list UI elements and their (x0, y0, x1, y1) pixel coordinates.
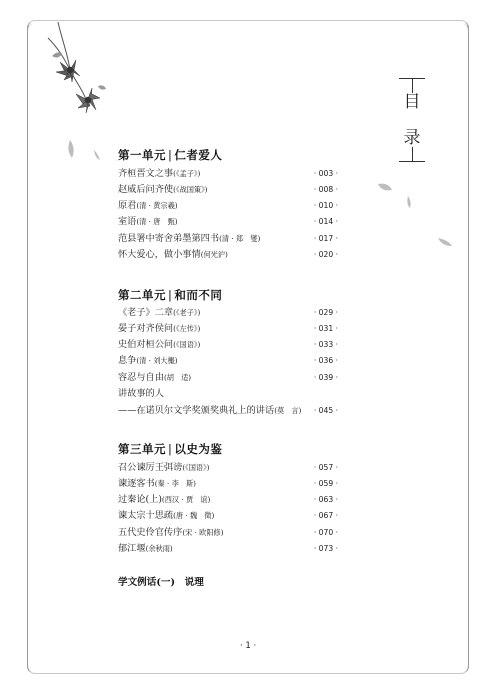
entry-page: · 045 · (313, 406, 338, 415)
entry-page: · 033 · (313, 340, 338, 349)
entry-title: 《老子》二章 (118, 307, 174, 318)
title-rule-bottom (399, 161, 425, 162)
entry-title: 室语 (118, 216, 137, 227)
entry-title: 赵威后问齐使 (118, 184, 174, 195)
entry-source: (清 · 黄宗羲) (136, 201, 178, 210)
entry-source: (宋 · 欧阳修) (182, 528, 224, 537)
entry-title: 召公谏厉王弭谤 (118, 462, 183, 473)
entry-source: (西汉 · 贾 谊) (161, 495, 211, 504)
toc-entry[interactable] (118, 183, 338, 197)
entry-page: · 017 · (313, 234, 338, 243)
entry-page: · 073 · (313, 544, 338, 553)
toc-entry[interactable] (118, 199, 338, 213)
entry-title: 郁江堰 (118, 543, 146, 554)
section-heading[interactable]: 学文例话(一) 说理 (118, 577, 204, 588)
entry-page: · 031 · (313, 324, 338, 333)
unit-heading: 第二单元 | 和而不同 (118, 288, 223, 302)
entry-page: · 067 · (313, 511, 338, 520)
toc-entry[interactable] (118, 526, 338, 540)
entry-source: (《国语》) (182, 463, 210, 472)
entry-page: · 039 · (313, 373, 338, 382)
entry-title: 怀大爱心，做小事情 (118, 249, 201, 260)
entry-page: · 020 · (313, 250, 338, 259)
toc-entry[interactable] (118, 404, 338, 418)
entry-page: · 008 · (313, 185, 338, 194)
entry-source: (清 · 刘大櫆) (136, 356, 178, 365)
unit-theme: 仁者爱人 (174, 148, 223, 162)
title-rule-right (412, 147, 413, 161)
entry-page: · 036 · (313, 356, 338, 365)
toc-entry[interactable] (118, 542, 338, 556)
entry-source: (《战国策》) (173, 185, 208, 194)
entry-source: (莫 言) (274, 406, 302, 415)
toc-title (398, 78, 426, 162)
toc-entry[interactable] (118, 322, 338, 336)
toc-entry[interactable] (118, 167, 338, 181)
entry-page: · 063 · (313, 495, 338, 504)
toc-entry[interactable] (118, 306, 338, 320)
entry-source: (《国语》) (173, 340, 201, 349)
unit-theme: 和而不同 (174, 288, 223, 302)
entry-source: (清 · 唐 甄) (136, 217, 178, 226)
entry-title: 晏子对齐侯问 (118, 323, 174, 334)
entry-source: (《孟子》) (173, 169, 201, 178)
entry-source: (唐 · 魏 徵) (173, 511, 215, 520)
entry-title: 谏太宗十思疏 (118, 510, 174, 521)
toc-entry[interactable] (118, 387, 338, 401)
unit-label: 第一单元 (118, 148, 166, 162)
entry-title: 容忍与自由 (118, 372, 164, 383)
toc-entry[interactable] (118, 461, 338, 475)
unit-heading: 第一单元 | 仁者爱人 (118, 148, 223, 162)
entry-page: · 059 · (313, 479, 338, 488)
entry-title: 息争 (118, 355, 137, 366)
toc-entry[interactable] (118, 248, 338, 262)
entry-page: · 003 · (313, 169, 338, 178)
entry-source: (何光沪) (200, 250, 228, 259)
entry-page: · 010 · (313, 201, 338, 210)
entry-source: (《左传》) (173, 324, 201, 333)
entry-source: (清 · 郑 燮) (219, 234, 261, 243)
toc-entry[interactable] (118, 215, 338, 229)
entry-title: ——在诺贝尔文学奖颁奖典礼上的讲话 (118, 405, 275, 416)
entry-source: (余秋雨) (145, 544, 173, 553)
toc-title-char: 目 (403, 92, 421, 112)
entry-title: 谏逐客书 (118, 478, 155, 489)
entry-source: (《老子》) (173, 308, 201, 317)
unit-label: 第三单元 (118, 442, 166, 456)
unit-theme: 以史为鉴 (174, 442, 223, 456)
entry-page: · 014 · (313, 217, 338, 226)
entry-source: (胡 适) (163, 373, 192, 382)
unit-heading: 第三单元 | 以史为鉴 (118, 442, 223, 456)
entry-title: 五代史伶官传序 (118, 527, 183, 538)
entry-title: 过秦论(上) (118, 494, 162, 505)
entry-title: 范县署中寄舍弟墨第四书 (118, 233, 220, 244)
unit-label: 第二单元 (118, 288, 166, 302)
entry-title: 齐桓晋文之事 (118, 168, 174, 179)
toc-entry[interactable] (118, 354, 338, 368)
toc-entry[interactable] (118, 493, 338, 507)
toc-entry[interactable] (118, 338, 338, 352)
entry-title: 讲故事的人 (118, 388, 164, 399)
entry-page: · 029 · (313, 308, 338, 317)
entry-title: 原君 (118, 200, 137, 211)
entry-page: · 070 · (313, 528, 338, 537)
entry-page: · 057 · (313, 463, 338, 472)
entry-source: (秦 · 李 斯) (154, 479, 196, 488)
title-rule-left (412, 79, 413, 93)
toc-entry[interactable] (118, 477, 338, 491)
toc-entry[interactable] (118, 371, 338, 385)
toc-title-char: 录 (403, 128, 421, 148)
toc-entry[interactable] (118, 509, 338, 523)
entry-title: 史伯对桓公问 (118, 339, 174, 350)
toc-entry[interactable] (118, 232, 338, 246)
page-number: · 1 · (240, 641, 257, 651)
